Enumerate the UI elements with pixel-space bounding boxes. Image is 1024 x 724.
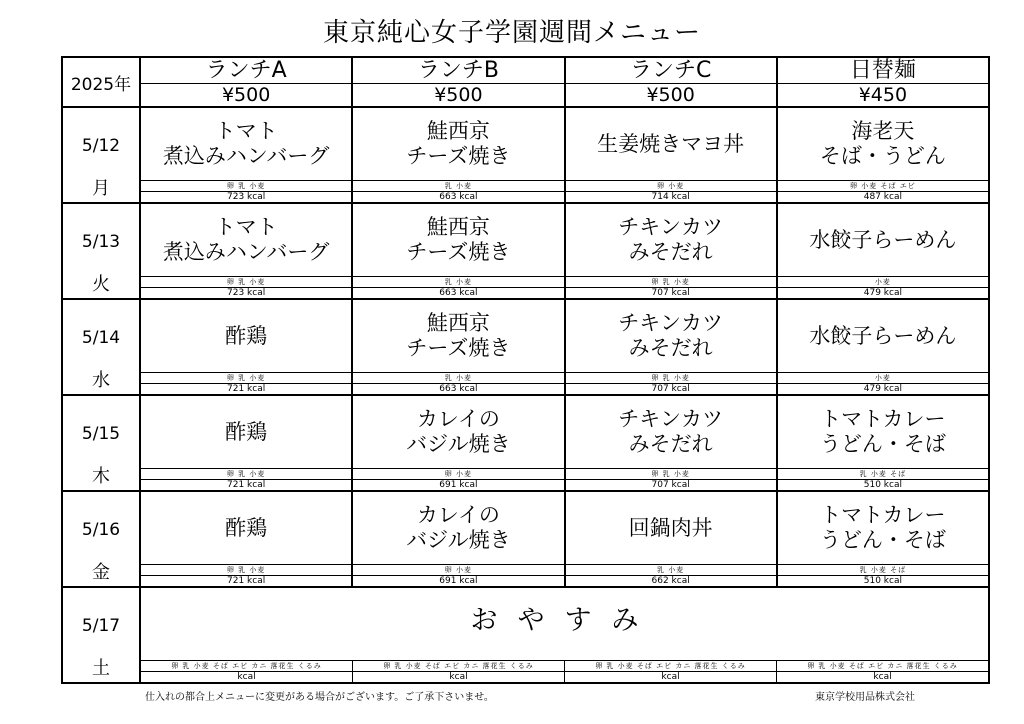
allergen-info: 卵 乳 小麦 そば エビ カニ 落花生 くるみ <box>141 660 352 671</box>
date-label: 5/13 <box>81 232 121 252</box>
dish-line: 酢鶏 <box>225 419 268 444</box>
menu-cell <box>352 107 564 203</box>
menu-item <box>566 396 776 490</box>
allergen-info: 卵 小麦 <box>353 564 563 575</box>
dish-name <box>141 108 351 180</box>
dish-name <box>141 396 351 468</box>
menu-cell <box>565 107 777 203</box>
header-lunch-c <box>565 57 777 107</box>
dish-line: チキンカツ <box>618 215 724 239</box>
date-label: 5/14 <box>81 328 121 348</box>
date-cell <box>62 107 140 203</box>
menu-item <box>141 396 351 490</box>
menu-item <box>141 492 351 586</box>
dish-line: うどん・そば <box>819 528 946 552</box>
date-cell <box>62 587 140 683</box>
dish-line: 酢鶏 <box>225 515 268 540</box>
allergen-info: 乳 小麦 <box>353 276 563 287</box>
dish-line: チキンカツ <box>618 407 724 431</box>
calorie-info: 714 kcal <box>566 191 776 202</box>
calorie-info: kcal <box>141 671 352 682</box>
menu-cell <box>565 395 777 491</box>
footer-company: 東京学校用品株式会社 <box>815 692 915 703</box>
menu-cell <box>140 203 352 299</box>
menu-item <box>353 108 563 202</box>
allergen-info: 小麦 <box>778 276 988 287</box>
allergen-info: 卵 小麦 <box>353 468 563 479</box>
menu-cell <box>352 395 564 491</box>
header-name: ランチA <box>205 57 287 83</box>
calorie-info: 691 kcal <box>353 575 563 586</box>
dish-line: 鮭西京 <box>426 311 490 335</box>
dish-name <box>566 108 776 180</box>
dish-name <box>778 204 988 276</box>
menu-item <box>353 492 563 586</box>
menu-item <box>778 300 988 394</box>
allergen-info: 卵 乳 小麦 そば エビ カニ 落花生 くるみ <box>353 660 564 671</box>
dish-line: 酢鶏 <box>225 323 268 348</box>
dish-line: チーズ焼き <box>406 240 511 264</box>
allergen-info: 卵 乳 小麦 そば エビ カニ 落花生 くるみ <box>777 660 988 671</box>
header-price: ¥500 <box>566 83 776 106</box>
calorie-info: 707 kcal <box>566 287 776 298</box>
dish-name <box>353 492 563 564</box>
closed-message: おやすみ <box>470 605 659 636</box>
menu-item <box>353 204 563 298</box>
calorie-info: 487 kcal <box>778 191 988 202</box>
dish-name <box>566 492 776 564</box>
allergen-info: 卵 乳 小麦 <box>141 564 351 575</box>
allergen-info: 卵 乳 小麦 <box>141 276 351 287</box>
menu-cell <box>565 299 777 395</box>
menu-cell <box>777 107 989 203</box>
calorie-info: 479 kcal <box>778 383 988 394</box>
allergen-info: 卵 乳 小麦 <box>566 276 776 287</box>
header-price: ¥500 <box>353 83 563 106</box>
dish-line: トマトカレー <box>820 407 946 431</box>
menu-table <box>61 56 990 684</box>
allergen-info: 乳 小麦 そば <box>778 564 988 575</box>
dish-line: 鮭西京 <box>426 215 490 239</box>
menu-cell <box>352 491 564 587</box>
dish-line: バジル焼き <box>406 528 511 552</box>
dish-line: チキンカツ <box>618 311 724 335</box>
weekday-label: 木 <box>92 466 110 487</box>
calorie-info: kcal <box>353 671 564 682</box>
weekday-label: 火 <box>92 274 110 295</box>
dish-name <box>778 396 988 468</box>
date-cell <box>62 395 140 491</box>
dish-line: トマト <box>214 215 278 239</box>
calorie-info: 663 kcal <box>353 287 563 298</box>
allergen-info: 卵 乳 小麦 <box>141 180 351 191</box>
dish-line: トマト <box>214 119 278 143</box>
footer-note: 仕入れの都合上メニューに変更がある場合がございます。ご了承下さいませ。 <box>145 692 494 703</box>
weekday-label: 月 <box>92 178 110 199</box>
day-row <box>62 491 989 587</box>
date-label: 5/17 <box>81 616 121 636</box>
calorie-info: 721 kcal <box>141 479 351 490</box>
closed-subcell <box>776 660 988 682</box>
calorie-info: 663 kcal <box>353 383 563 394</box>
dish-line: みそだれ <box>628 240 713 264</box>
allergen-info: 卵 乳 小麦 <box>141 372 351 383</box>
header-lunch-a <box>140 57 352 107</box>
dish-line: 煮込みハンバーグ <box>162 240 330 264</box>
header-name: 日替麺 <box>849 57 916 83</box>
allergen-info: 乳 小麦 そば <box>778 468 988 479</box>
menu-item <box>566 492 776 586</box>
allergen-info: 卵 小麦 そば エビ <box>778 180 988 191</box>
calorie-info: 510 kcal <box>778 479 988 490</box>
dish-name <box>141 204 351 276</box>
menu-item <box>778 396 988 490</box>
dish-line: トマトカレー <box>820 503 946 527</box>
dish-line: 海老天 <box>851 119 915 143</box>
calorie-info: 707 kcal <box>566 383 776 394</box>
closed-subcell <box>564 660 776 682</box>
header-name: ランチB <box>417 57 499 83</box>
menu-cell <box>140 107 352 203</box>
dish-line: そば・うどん <box>819 144 946 168</box>
closed-cell <box>140 587 989 683</box>
weekday-label: 金 <box>92 562 110 583</box>
menu-cell <box>777 299 989 395</box>
dish-line: カレイの <box>416 407 500 431</box>
dish-name <box>566 300 776 372</box>
dish-line: 回鍋肉丼 <box>628 515 713 540</box>
dish-line: 水餃子らーめん <box>809 323 957 348</box>
calorie-info: kcal <box>777 671 988 682</box>
page-title: 東京純心女子学園週間メニュー <box>322 18 701 48</box>
weekday-label: 土 <box>92 658 110 679</box>
day-row <box>62 299 989 395</box>
dish-line: バジル焼き <box>406 432 511 456</box>
allergen-info: 卵 乳 小麦 そば エビ カニ 落花生 くるみ <box>565 660 776 671</box>
date-cell <box>62 203 140 299</box>
dish-line: 水餃子らーめん <box>809 227 957 252</box>
date-label: 5/12 <box>81 136 121 156</box>
dish-line: チーズ焼き <box>406 336 511 360</box>
dish-line: 生姜焼きマヨ丼 <box>597 131 745 156</box>
day-row <box>62 395 989 491</box>
closed-subcell <box>141 660 352 682</box>
menu-cell <box>565 203 777 299</box>
menu-item <box>353 396 563 490</box>
dish-line: うどん・そば <box>819 432 946 456</box>
year-label: 2025年 <box>62 57 140 107</box>
calorie-info: 723 kcal <box>141 191 351 202</box>
dish-line: チーズ焼き <box>406 144 511 168</box>
menu-cell <box>777 203 989 299</box>
menu-cell <box>777 395 989 491</box>
header-row <box>62 57 989 107</box>
dish-name <box>566 204 776 276</box>
dish-name <box>778 108 988 180</box>
allergen-info: 乳 小麦 <box>353 180 563 191</box>
calorie-info: kcal <box>565 671 776 682</box>
allergen-info: 乳 小麦 <box>566 564 776 575</box>
calorie-info: 721 kcal <box>141 383 351 394</box>
header-name: ランチC <box>629 57 712 83</box>
allergen-info: 卵 乳 小麦 <box>141 468 351 479</box>
date-label: 5/15 <box>81 424 121 444</box>
date-label: 5/16 <box>81 520 121 540</box>
dish-name <box>353 300 563 372</box>
saturday-row <box>62 587 989 683</box>
menu-cell <box>140 395 352 491</box>
menu-item <box>141 204 351 298</box>
dish-line: カレイの <box>416 503 500 527</box>
allergen-info: 小麦 <box>778 372 988 383</box>
closed-box <box>141 588 988 682</box>
dish-line: 煮込みハンバーグ <box>162 144 330 168</box>
menu-cell <box>140 299 352 395</box>
menu-item <box>353 300 563 394</box>
calorie-info: 662 kcal <box>566 575 776 586</box>
dish-name <box>353 108 563 180</box>
calorie-info: 510 kcal <box>778 575 988 586</box>
calorie-info: 479 kcal <box>778 287 988 298</box>
calorie-info: 691 kcal <box>353 479 563 490</box>
menu-cell <box>352 299 564 395</box>
menu-item <box>141 108 351 202</box>
date-cell <box>62 491 140 587</box>
menu-cell <box>140 491 352 587</box>
menu-item <box>141 300 351 394</box>
allergen-info: 乳 小麦 <box>353 372 563 383</box>
date-cell <box>62 299 140 395</box>
closed-subcell <box>352 660 564 682</box>
menu-item <box>778 492 988 586</box>
dish-name <box>353 204 563 276</box>
dish-name <box>778 492 988 564</box>
dish-line: みそだれ <box>628 336 713 360</box>
dish-name <box>141 492 351 564</box>
day-row <box>62 107 989 203</box>
menu-item <box>566 108 776 202</box>
dish-name <box>141 300 351 372</box>
menu-item <box>566 204 776 298</box>
menu-item <box>566 300 776 394</box>
header-price: ¥500 <box>141 83 351 106</box>
calorie-info: 663 kcal <box>353 191 563 202</box>
dish-name <box>778 300 988 372</box>
menu-item <box>778 108 988 202</box>
dish-line: みそだれ <box>628 432 713 456</box>
header-lunch-b <box>352 57 564 107</box>
menu-cell <box>565 491 777 587</box>
menu-cell <box>352 203 564 299</box>
menu-cell <box>777 491 989 587</box>
dish-line: 鮭西京 <box>426 119 490 143</box>
dish-name <box>566 396 776 468</box>
calorie-info: 723 kcal <box>141 287 351 298</box>
allergen-info: 卵 乳 小麦 <box>566 372 776 383</box>
allergen-info: 卵 小麦 <box>566 180 776 191</box>
header-price: ¥450 <box>778 83 988 106</box>
allergen-info: 卵 乳 小麦 <box>566 468 776 479</box>
calorie-info: 707 kcal <box>566 479 776 490</box>
dish-name <box>353 396 563 468</box>
weekday-label: 水 <box>92 370 110 391</box>
header-noodle <box>777 57 989 107</box>
closed-subcells <box>141 660 988 682</box>
day-row <box>62 203 989 299</box>
calorie-info: 721 kcal <box>141 575 351 586</box>
menu-item <box>778 204 988 298</box>
